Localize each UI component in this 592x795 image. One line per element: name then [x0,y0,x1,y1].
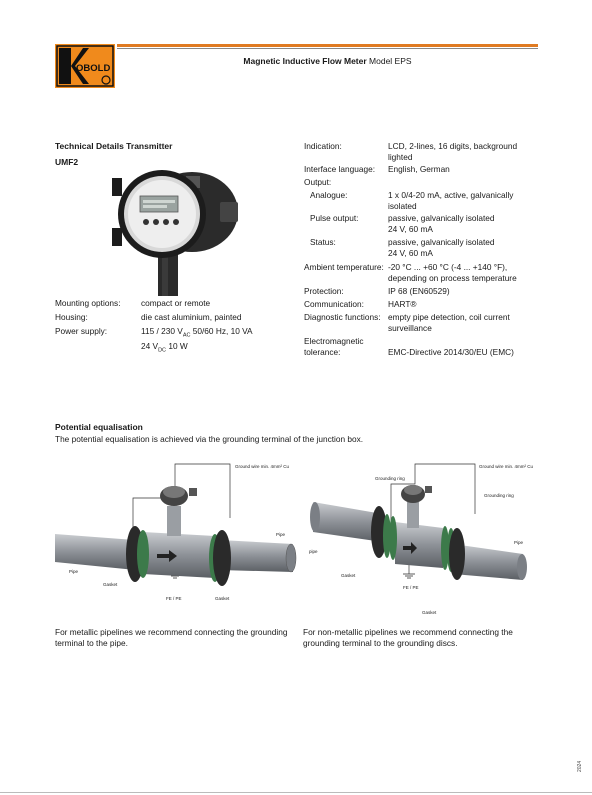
spec-key: Communication: [304,299,364,309]
spec-key: Analogue: [310,190,348,200]
spec-value: HART® [388,299,417,309]
spec-value: LCD, 2-lines, 16 digits, background lighted [388,141,518,162]
caption-non-metallic: For non-metallic pipelines we recommend connecting the grounding terminal to the grounding discs. [303,627,513,648]
spec-key: Diagnostic functions: [304,312,381,322]
spec-value: 115 / 230 $V_{AC}$ 50/60 Hz, 10 VA 24 $V_{DC}$ 10 W [141,326,253,354]
transmitter-model: UMF2 [55,157,79,167]
fig1-gasket-right-label: Gasket [215,596,230,601]
equalisation-title: Potential equalisation [55,422,143,432]
spec-value: English, German [388,164,450,174]
spec-value: -20 °C ... +60 °C (-4 ... +140 °F), depending on process temperature [388,262,517,283]
header-rule-grey [117,48,538,49]
non-metallic-pipeline-diagram [303,462,538,615]
metallic-pipeline-diagram [55,462,295,612]
fig2-grounding-ring-top-label: Grounding ring [375,476,405,481]
fig2-pe-label: FE / PE [403,585,419,590]
spec-key: Pulse output: [310,213,359,223]
fig2-gasket-bottom-label: Gasket [422,610,437,615]
spec-key: Electromagnetic tolerance: [304,336,364,357]
caption-metallic: For metallic pipelines we recommend connecting the grounding terminal to the pipe. [55,627,288,648]
footer-rule [0,792,592,793]
spec-key: Interface language: [304,164,376,174]
transmitter-section-title: Technical Details Transmitter [55,141,173,151]
fig1-ground-wire-label: Ground wire min. 4mm² Cu [235,464,290,469]
page-title: Magnetic Inductive Flow Meter Model EPS [243,56,412,66]
spec-value: 1 x 0/4-20 mA, active, galvanically isolated [388,190,514,211]
spec-key: Output: [304,177,332,187]
fig1-pipe-right-label: Pipe [276,532,286,537]
svg-text:OBOLD: OBOLD [76,63,111,74]
spec-value: passive, galvanically isolated 24 V, 60 mA [388,237,495,258]
footer-year: 2024 [577,760,583,772]
fig1-gasket-left-label: Gasket [103,582,118,587]
fig2-grounding-ring-right-label: Grounding ring [484,493,514,498]
fig2-pipe-left-label: pipe [309,549,318,554]
transmitter-image [112,166,252,296]
spec-key: Status: [310,237,336,247]
spec-value: die cast aluminium, painted [141,312,242,322]
equalisation-text: The potential equalisation is achieved via the grounding terminal of the junction box. [55,434,364,444]
fig2-gasket-left-label: Gasket [341,573,356,578]
fig2-ground-wire-label: Ground wire min. 4mm² Cu [479,464,534,469]
fig1-pipe-left-label: Pipe [69,569,79,574]
spec-value: EMC-Directive 2014/30/EU (EMC) [388,347,514,357]
spec-key: Ambient temperature: [304,262,384,272]
spec-value: IP 68 (EN60529) [388,286,450,296]
spec-key: Power supply: [55,326,108,336]
fig1-pe-label: FE / PE [166,596,182,601]
spec-key: Housing: [55,312,88,322]
kobold-logo [55,44,115,88]
header-rule-orange [117,44,538,47]
spec-key: Indication: [304,141,342,151]
spec-key: Mounting options: [55,298,121,308]
spec-value: passive, galvanically isolated 24 V, 60 mA [388,213,495,234]
fig2-pipe-right-label: Pipe [514,540,524,545]
spec-key: Protection: [304,286,344,296]
spec-value: compact or remote [141,298,211,308]
spec-value: empty pipe detection, coil current surveillance [388,312,510,333]
